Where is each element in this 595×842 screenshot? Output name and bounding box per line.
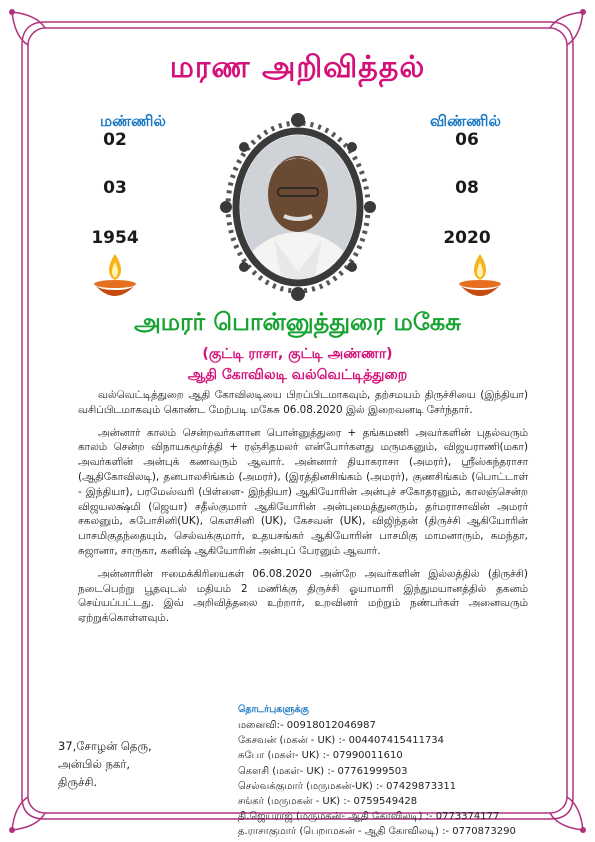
- oil-lamp-icon: [457, 252, 503, 304]
- address-line: 37,சோழன் தெரு,: [58, 739, 152, 753]
- death-year: 2020: [443, 228, 491, 248]
- contact-row: கேசவன் (மகன் - UK) :- 004407415411734: [238, 735, 445, 747]
- contact-row: சுபோ (மகள்- UK) :- 07990011610: [238, 750, 403, 762]
- address-line: அன்பில் நகர்,: [58, 757, 131, 771]
- address-line: திருச்சி.: [58, 775, 98, 789]
- deceased-place: ஆதி கோவிலடி வல்வெட்டித்துறை: [187, 367, 408, 383]
- notice-body: [78, 388, 528, 626]
- paragraph-family: அன்னார் காலம் சென்றவர்களான பொன்னுத்துரை + தங்கமணி அவர்களின் புதல்வரும் காலம் சென்ற விநாயகமூர்த்தி + ரஞ்சிதமலர் என்போர்களது மருமகனும், விஜயராணி(மகா) அவர்களின் அன்புக் கணவரும் ஆவார். அன்னார் தியாகராசா (அமரர்), ஸ்ரீஸ்கந்தராசா (ஆதிகோவிலடி), தனபாலசிங்கம் (அமரர்), (இரத்தினசிங்கம் (அமரர்), குணசிங்கம் (பொட்டாள் - இந்தியா), பரமேஸ்வரி (பிள்ளை- இந்தியா) ஆகியோரின் அன்புச் சகோதரனும், காலஞ்சென்ற விஜயலக்ஷ்மி (ஜெயா) சதீஸ்குமார் ஆகியோரின் அன்புமைத்துனரும், தர்மராசாவின் அமரர் சகலனும், சுபோசினி(UK), கௌசினி (UK), கேசவன் (UK), விஜிந்தன் (திருச்சி ஆகியோரின் பாசமிகுதந்தையும், செல்வக்குமார், உதயசங்கர் ஆகியோரின் பாசமிகு மாமனாரும், சுமந்தா, சுஜானா, சாருகா, கனிஷ் ஆகியோரின் அன்புப் பேரனும் ஆவார்.: [78, 426, 528, 557]
- portrait-photo: [214, 112, 382, 302]
- birth-year: 1954: [91, 228, 139, 248]
- contact-row: செல்வக்குமார் (மருமகன்-UK) :- 07429873311: [238, 780, 457, 792]
- death-month: 08: [455, 178, 479, 198]
- birth-day: 02: [103, 130, 127, 150]
- contact-row: த.ராசாகுமார் (பெறாமகன் - ஆதி கோவிலடி) :- 0770873290: [238, 826, 516, 838]
- oil-lamp-icon: [92, 252, 138, 304]
- contacts-list: [238, 718, 516, 840]
- contact-row: கௌசி (மகள்- UK) :- 07761999503: [238, 765, 408, 777]
- paragraph-funeral: அன்னாரின் ஈமைக்கிரியைகள் 06.08.2020 அன்றே அவர்களின் இல்லத்தில் (திருச்சி) நடைபெற்று பூதவுடல் மதியம் 2 மணிக்கு திருச்சி ஓயாமாரி இந்துமயானத்தில் தகனம் செய்யப்பட்டது. இவ் அறிவித்தலை உற்றார், உறவினர் மற்றும் நண்பர்கள் அனைவரும் ஏற்றுக்கொள்ளவும்.: [78, 567, 528, 625]
- birth-month: 03: [103, 178, 127, 198]
- contact-row: மனைவி:- 0091801204698​7: [238, 720, 376, 731]
- paragraph-intro: வல்வெட்டித்துறை ஆதி கோவிலடியை பிறப்பிடமாகவும், தற்சமயம் திருச்சியை (இந்தியா) வசிப்பிடமாகவும் கொண்ட மேற்படி மகேசு 06.08.2020 இல் இறைவனடி சேர்ந்தார்.: [78, 389, 528, 416]
- contacts-title: தொடர்புகளுக்கு: [238, 704, 309, 715]
- contact-row: சங்கர் (மருமகன் - UK) :- 0759549428: [238, 796, 418, 808]
- deceased-nickname: (குட்டி ராசா, குட்டி அண்ணா): [202, 346, 393, 362]
- death-day: 06: [455, 130, 479, 150]
- contact-row: தி.ஜெயராஜ் (மருமகன்- ஆதி கோவிலடி) :- 0773374177: [238, 811, 500, 823]
- page-title: மரண அறிவித்தல்: [169, 50, 426, 85]
- deceased-name: அமரர் பொன்னுத்துரை மகேசு: [134, 308, 461, 336]
- death-label: விண்ணில்: [430, 112, 501, 130]
- birth-label: மண்ணில்: [100, 112, 166, 130]
- address-block: [58, 737, 152, 791]
